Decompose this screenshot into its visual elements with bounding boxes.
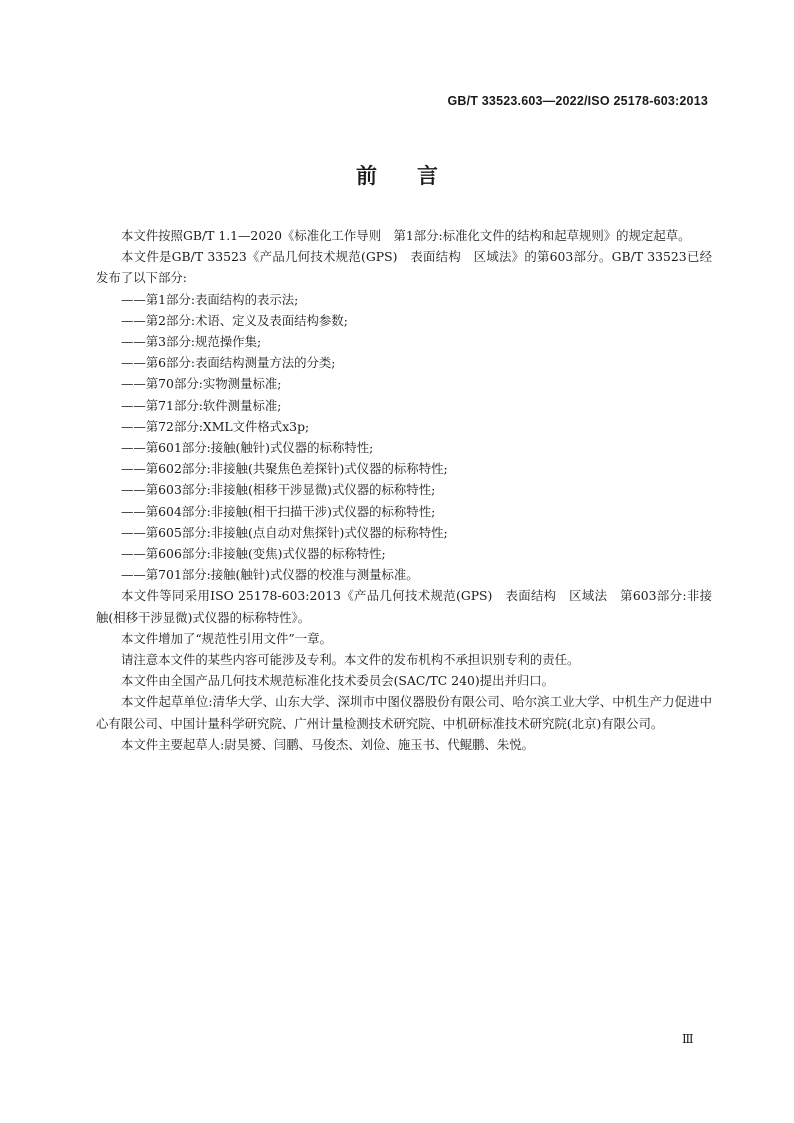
list-item: ——第602部分:非接触(共聚焦色差探针)式仪器的标称特性; [121,461,448,477]
standard-id-header: GB/T 33523.603—2022/ISO 25178-603:2013 [447,94,708,108]
list-item: ——第603部分:非接触(相移干涉显微)式仪器的标称特性; [121,482,436,498]
list-item: ——第701部分:接触(触针)式仪器的校准与测量标准。 [121,567,419,583]
adoption-paragraph: 本文件等同采用ISO 25178-603:2013《产品几何技术规范(GPS) 表面结构 区域法 第603部分:非接触(相移干涉显微)式仪器的标称特性》。 [96,588,712,625]
list-item: ——第72部分:XML文件格式x3p; [121,418,310,434]
list-item: ——第1部分:表面结构的表示法; [121,291,299,307]
intro-paragraph-drafting-rules: 本文件按照GB/T 1.1—2020《标准化工作导则 第1部分:标准化文件的结构和起草规则》的规定起草。 [121,228,691,243]
proposed-by-paragraph: 本文件由全国产品几何技术规范标准化技术委员会(SAC/TC 240)提出并归口。 [121,673,555,689]
drafters-paragraph: 本文件主要起草人:尉昊赟、闫鹏、马俊杰、刘俭、施玉书、代鲲鹏、朱悦。 [121,736,535,752]
list-item: ——第601部分:接触(触针)式仪器的标称特性; [121,440,374,456]
list-item: ——第604部分:非接触(相干扫描干涉)式仪器的标称特性; [121,503,436,519]
list-item: ——第6部分:表面结构测量方法的分类; [121,355,336,371]
list-item: ——第605部分:非接触(点自动对焦探针)式仪器的标称特性; [121,524,448,540]
list-item: ——第3部分:规范操作集; [121,334,262,350]
added-chapter-paragraph: 本文件增加了“规范性引用文件”一章。 [121,630,332,646]
list-item: ——第71部分:软件测量标准; [121,397,282,413]
drafting-units-paragraph: 本文件起草单位:清华大学、山东大学、深圳市中图仪器股份有限公司、哈尔滨工业大学、中机生产力促进中心有限公司、中国计量科学研究院、广州计量检测技术研究院、中机研标准技术研究院(北京)有限公司。 [96,694,712,731]
list-item: ——第70部分:实物测量标准; [121,376,282,392]
parts-list [96,289,712,586]
patent-notice-paragraph: 请注意本文件的某些内容可能涉及专利。本文件的发布机构不承担识别专利的责任。 [121,652,580,668]
intro-paragraph-series: 本文件是GB/T 33523《产品几何技术规范(GPS) 表面结构 区域法》的第603部分。GB/T 33523已经发布了以下部分: [96,249,712,286]
foreword-body [96,225,712,755]
list-item: ——第606部分:非接触(变焦)式仪器的标称特性; [121,546,386,562]
page-number: Ⅲ [682,1032,694,1046]
list-item: ——第2部分:术语、定义及表面结构参数; [121,312,348,328]
page-title: 前言 [356,164,478,188]
